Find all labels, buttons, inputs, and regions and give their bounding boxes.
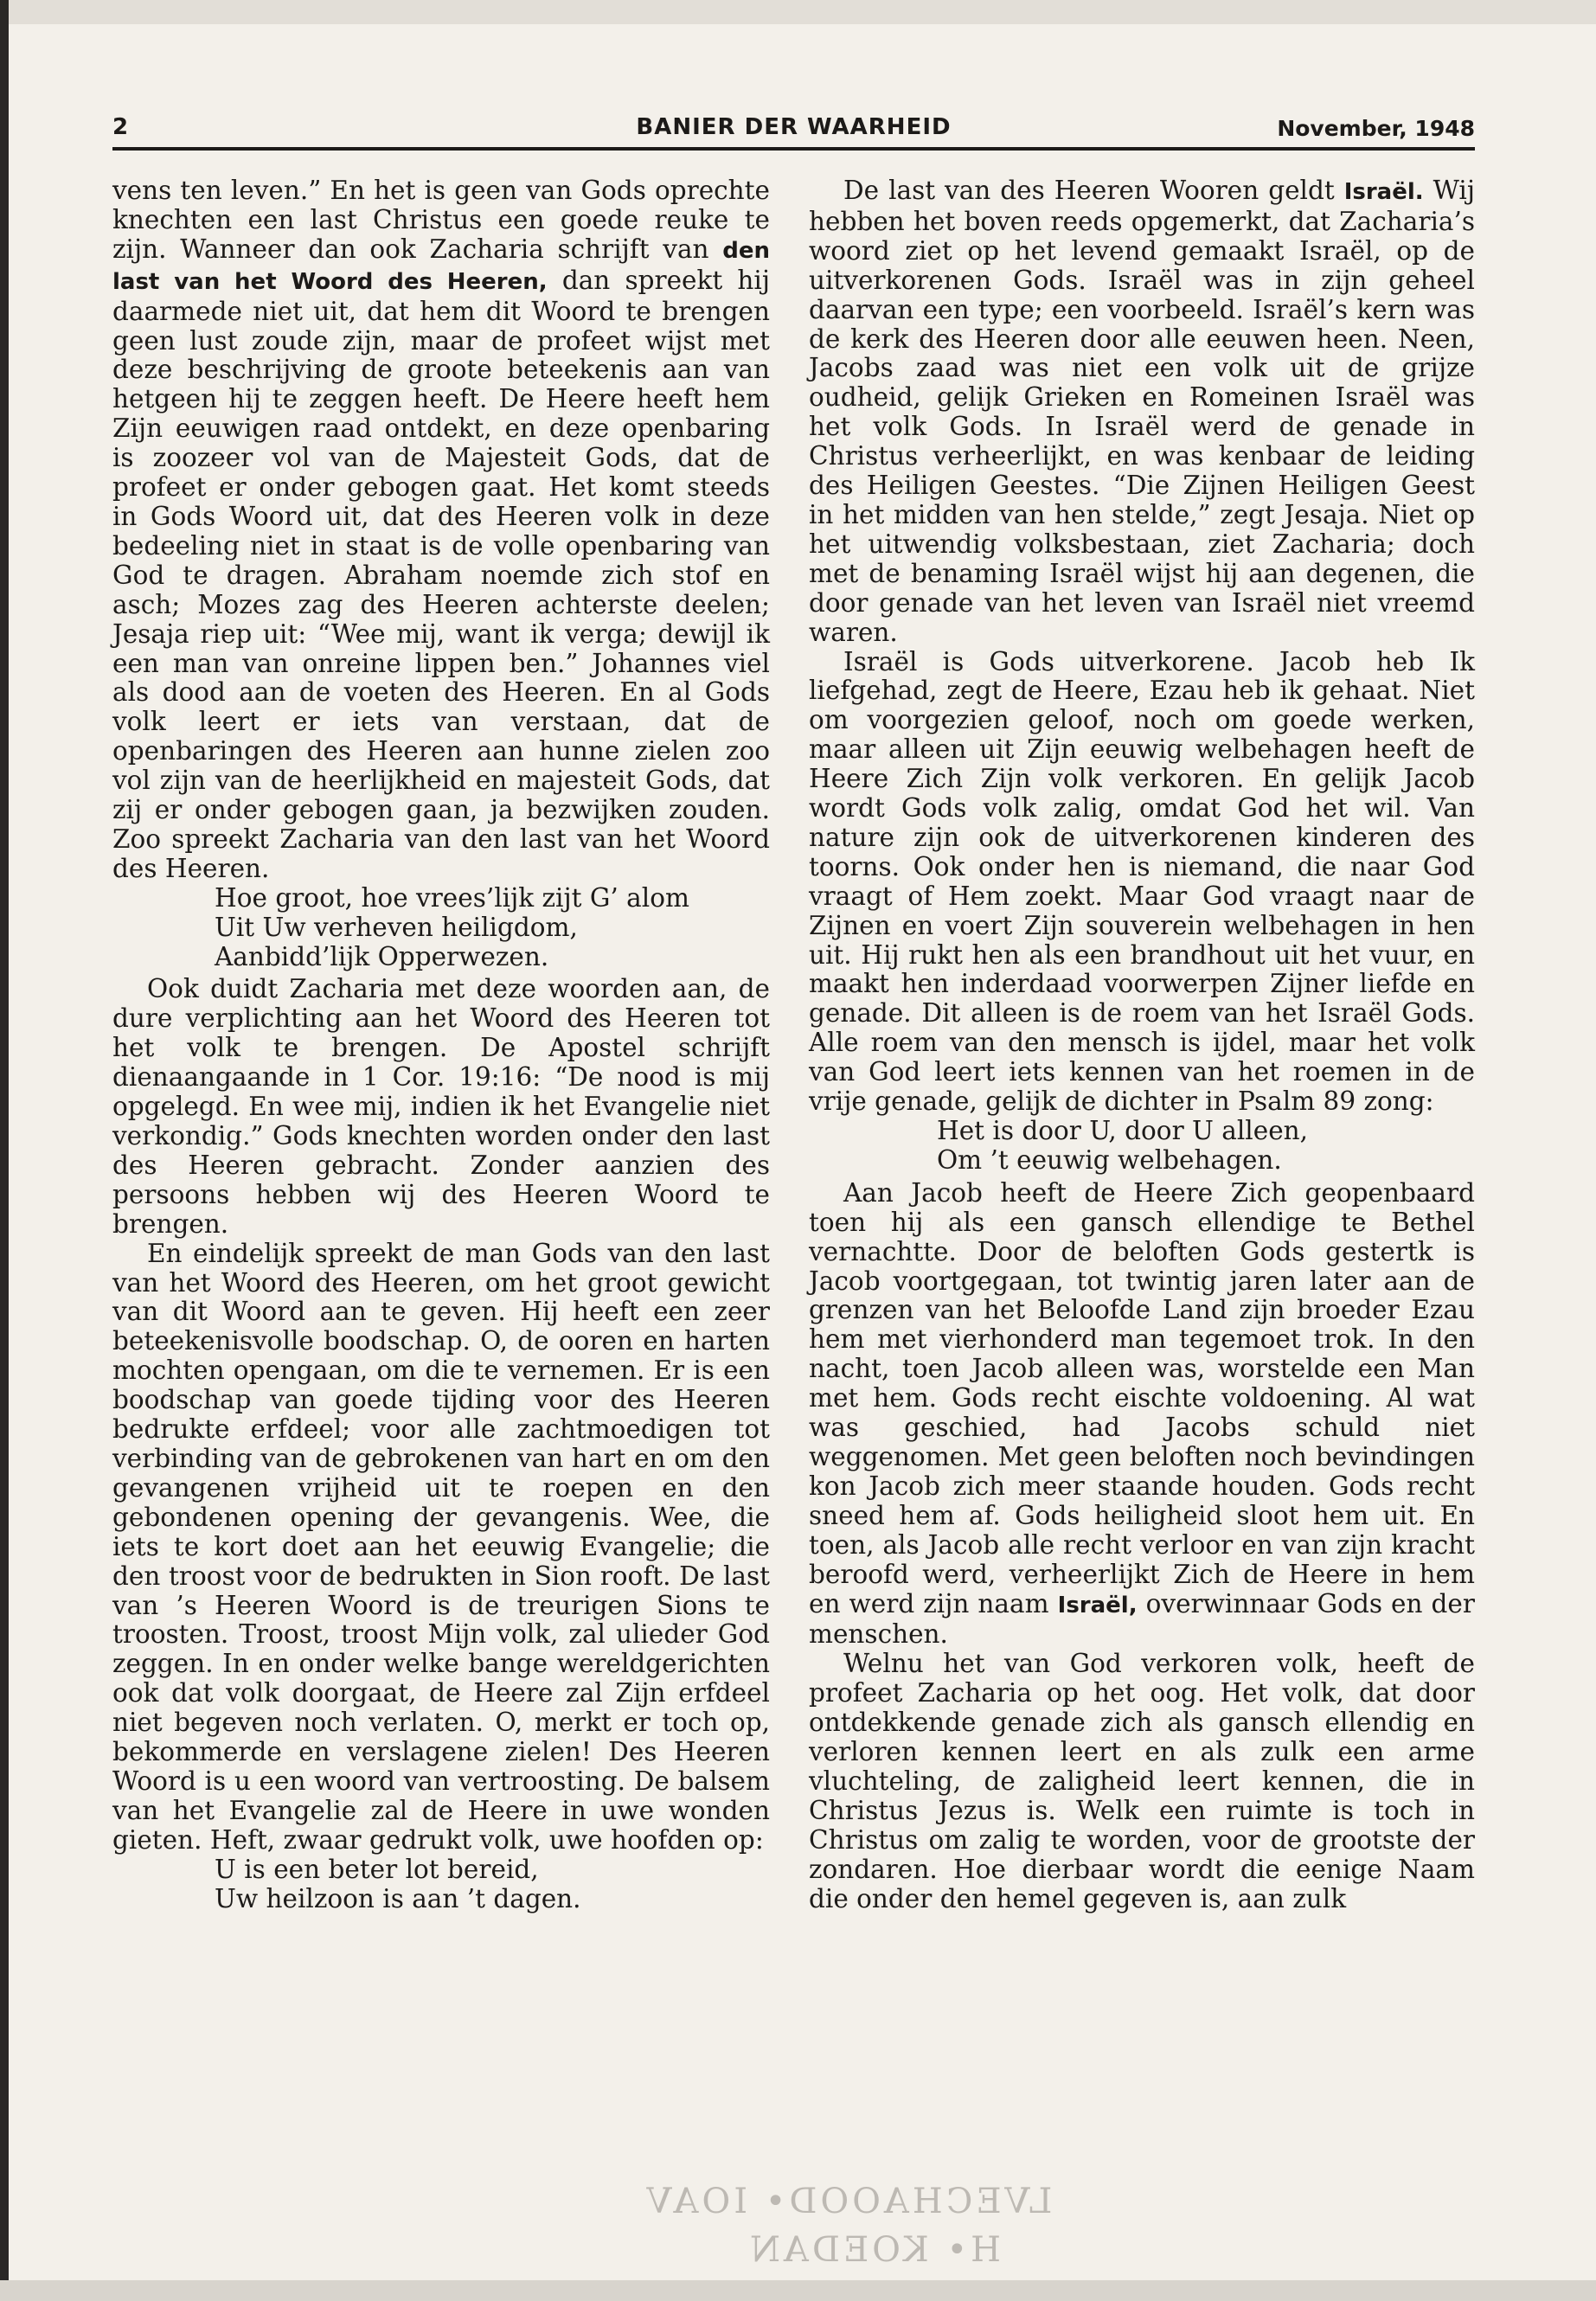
verse-line: Aanbidd’lijk Opperwezen. bbox=[215, 941, 549, 971]
right-p3-bold: Israël, bbox=[1057, 1592, 1138, 1618]
verse-line: Hoe groot, hoe vrees’lijk zijt G’ alom bbox=[215, 882, 689, 913]
bleed-through-line-2: H• KOEDAN bbox=[747, 2230, 1001, 2270]
left-paragraph-3: En eindelijk spreekt de man Gods van den last van het Woord des Heeren, om het groot gewicht van dit Woord aan te geven. Hij heeft een zeer beteekenisvolle boodschap. O, de ooren en harten mochten opengaan, om die te vernemen. Er is een boodschap van goede tijding voor des Heeren bedrukte erfdeel; voor alle zachtmoedigen tot verbinding van de gebrokenen van hart en om den gevangenen vrijheid uit te roepen en den gebondenen opening der gevangenis. Wee, die iets te kort doet aan het eeuwig Evangelie; die den troost voor de bedrukten in Sion rooft. De last van ’s Heeren Woord is de treurigen Sions te troosten. Troost, troost Mijn volk, zal ulieder God zeggen. In en onder welke bange wereldgerichten ook dat volk doorgaat, de Heere zal Zijn erfdeel niet begeven noch verlaten. O, merkt er toch op, bekommerde en verslagene zielen! Des Heeren Woord is u een woord van vertroosting. De balsem van het Evangelie zal de Heere in uwe wonden gieten. Heft, zwaar gedrukt volk, uwe hoofden op: bbox=[112, 1238, 770, 1855]
left-column bbox=[112, 176, 770, 1917]
left-paragraph-2: Ook duidt Zacharia met deze woorden aan, de dure verplichting aan het Woord des Heeren tot het volk te brengen. De Apostel schrijft dienaangaande in 1 Cor. 19:16: “De nood is mij opgelegd. En wee mij, indien ik het Evangelie niet verkondig.” Gods knechten worden onder den last des Heeren gebracht. Zonder aanzien des persoons hebben wij des Heeren Woord te brengen. bbox=[112, 974, 770, 1239]
page-number: 2 bbox=[112, 114, 129, 140]
right-paragraph-4: Welnu het van God verkoren volk, heeft de profeet Zacharia op het oog. Het volk, dat door ontdekkende genade zich als gansch ellendig en verloren kennen leert en als zulk een arme vluchteling, de zaligheid leert kennen, die in Christus Jezus is. Welk een ruimte is toch in Christus om zalig te worden, voor de grootste der zondaren. Hoe dierbaar wordt die eenige Naam die onder den hemel gegeven is, aan zulk bbox=[809, 1649, 1475, 1913]
verse-line: Het is door U, door U alleen, bbox=[937, 1116, 1309, 1145]
left-paragraph-1 bbox=[112, 176, 770, 884]
verse-line: U is een beter lot bereid, bbox=[215, 1854, 539, 1884]
right-p1-text-a: De last van des Heeren Wooren geldt bbox=[843, 176, 1344, 205]
running-header bbox=[112, 112, 1475, 151]
scan-edge-bottom bbox=[0, 2280, 1596, 2301]
issue-date: November, 1948 bbox=[1277, 116, 1475, 141]
right-verse-1 bbox=[809, 1117, 1475, 1176]
right-paragraph-2: Israël is Gods uitverkorene. Jacob heb Ik liefgehad, zegt de Heere, Ezau heb ik gehaat. Niet om voorgezien geloof, noch om goede werken, maar alleen uit Zijn eeuwig welbehagen heeft de Heere Zich Zijn volk verkoren. En gelijk Jacob wordt Gods volk zalig, omdat God het wil. Van nature zijn ook de uitverkorenen kinderen des toorns. Ook onder hen is niemand, die naar God vraagt of Hem zoekt. Maar God vraagt naar de Zijnen en voert Zijn souverein welbehagen in hen uit. Hij rukt hen als een brandhout uit het vuur, en maakt hen inderdaad voorwerpen Zijner liefde en genade. Dit alleen is de roem van het Israël Gods. Alle roem van den mensch is ijdel, maar het volk van God leert iets kennen van het roemen in de vrije genade, gelijk de dichter in Psalm 89 zong: bbox=[809, 646, 1475, 1117]
right-paragraph-3 bbox=[809, 1179, 1475, 1650]
right-paragraph-1 bbox=[809, 176, 1475, 648]
verse-line: Uit Uw verheven heiligdom, bbox=[215, 912, 578, 942]
verse-line: Uw heilzoon is aan ’t dagen. bbox=[215, 1883, 581, 1913]
verse-line: Om ’t eeuwig welbehagen. bbox=[937, 1144, 1282, 1175]
right-p1-bold: Israël. bbox=[1343, 179, 1424, 205]
right-p1-text-b: Wij hebben het boven reeds opgemerkt, dat Zacharia’s woord ziet op het levend gemaakt Israël, op de uitverkorenen Gods. Israël was in zijn geheel daarvan een type; een voorbeeld. Israël’s kern was de kerk des Heeren door alle eeuwen heen. Neen, Jacobs zaad was niet een volk uit de grijze oudheid, gelijk Grieken en Romeinen Israël was het volk Gods. In Israël werd de genade in Christus verheerlijkt, en was kenbaar de leiding des Heiligen Geestes. “Die Zijnen Heiligen Geest in het midden van hen stelde,” zegt Jesaja. Niet op het uitwendig volksbestaan, ziet Zacharia; doch met de benaming Israël wijst hij aan degenen, die door genade van het leven van Israël niet vreemd waren. bbox=[809, 176, 1475, 647]
left-p1-text-a: vens ten leven.” En het is geen van Gods oprechte knechten een last Christus een goede reuke te zijn. Wanneer dan ook Zacharia schrijft van bbox=[112, 176, 770, 264]
scan-edge-top bbox=[0, 0, 1596, 24]
scan-edge-left bbox=[0, 0, 9, 2301]
bleed-through-line-1: LVECHAOOD• IOAV bbox=[643, 2182, 1053, 2221]
right-column bbox=[809, 176, 1475, 1913]
publication-title: BANIER DER WAARHEID bbox=[636, 114, 952, 140]
right-p3-text-a: Aan Jacob heeft de Heere Zich geopenbaard toen hij als een gansch ellendige te Bethel vernachtte. Door de beloften Gods gestertk is Jacob voortgegaan, tot twintig jaren later aan de grenzen van het Beloofde Land zijn broeder Ezau hem met vierhonderd man tegemoet trok. In den nacht, toen Jacob alleen was, worstelde een Man met hem. Gods recht eischte voldoening. Al wat was geschied, had Jacobs schuld niet weggenomen. Met geen beloften noch bevindingen kon Jacob zich meer staande houden. Gods recht sneed hem af. Gods heiligheid sloot hem uit. En toen, als Jacob alle recht verloor en van zijn kracht beroofd werd, verheerlijkt Zich de Heere in hem en werd zijn naam bbox=[809, 1177, 1475, 1618]
left-p1-text-b: dan spreekt hij daarmede niet uit, dat hem dit Woord te brengen geen lust zoude zijn, maar de profeet wijst met deze beschrijving de groote beteekenis aan van hetgeen hij te zeggen heeft. De Heere heeft hem Zijn eeuwigen raad ontdekt, en deze openbaring is zoozeer vol van de Majesteit Gods, dat de profeet er onder gebogen gaat. Het komt steeds in Gods Woord uit, dat des Heeren volk in deze bedeeling niet in staat is de volle openbaring van God te dragen. Abraham noemde zich stof en asch; Mozes zag des Heeren achterste deelen; Jesaja riep uit: “Wee mij, want ik verga; dewijl ik een man van onreine lippen ben.” Johannes viel als dood aan de voeten des Heeren. En al Gods volk leert er iets van verstaan, dat de openbaringen des Heeren aan hunne zielen zoo vol zijn van de heerlijkheid en majesteit Gods, dat zij er onder gebogen gaan, ja bezwijken zouden. Zoo spreekt Zacharia van den last van het Woord des Heeren. bbox=[112, 265, 770, 883]
right-p3-text-b: overwinnaar Gods en der menschen. bbox=[809, 1588, 1475, 1650]
bleed-through-text bbox=[606, 2182, 1090, 2270]
left-p1-bold: den last van het Woord des Heeren, bbox=[112, 237, 770, 295]
left-verse-1 bbox=[112, 884, 770, 972]
left-verse-2 bbox=[112, 1856, 770, 1914]
